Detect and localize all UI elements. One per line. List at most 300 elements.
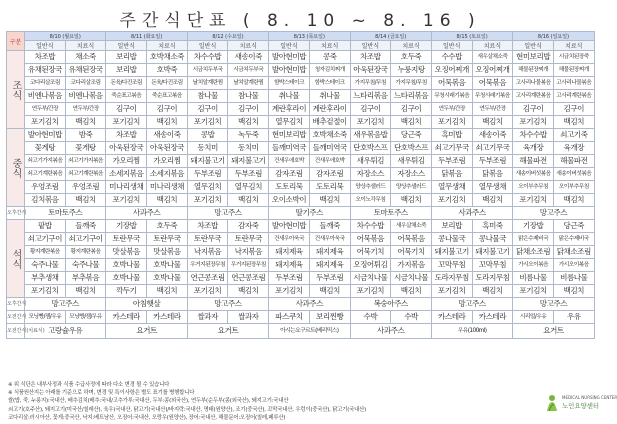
menu-item: 돼지불고기 <box>431 246 472 259</box>
snack-item: 파스쿠치 <box>269 311 310 324</box>
dessert-item: 아시는요구르트(베리믹스) <box>269 324 350 339</box>
menu-item: 가시오이볶음 <box>553 259 594 272</box>
menu-item: 시금치나물 <box>350 272 391 285</box>
menu-item: 두부조림 <box>187 168 228 181</box>
menu-item: 백김치 <box>553 116 594 129</box>
menu-item: 해물파전 <box>553 155 594 168</box>
section-snack: 오후간식 <box>7 207 25 220</box>
day-header: 8/15 (토요일) <box>431 32 512 41</box>
menu-item: 흑미밥 <box>431 129 472 142</box>
menu-item: 미나리생채 <box>106 181 147 194</box>
snack-item: 망고주스 <box>513 207 594 220</box>
menu-item: 백김치 <box>472 194 513 207</box>
table-row <box>7 298 595 311</box>
menu-item: 자장소스 <box>350 168 391 181</box>
snack-item: 사과주스 <box>431 207 512 220</box>
menu-item: 발아현미밥 <box>269 51 310 64</box>
menu-item: 새우살채소죽 <box>472 51 513 64</box>
menu-item: 새송이버섯볶음 <box>553 168 594 181</box>
menu-item: 부추생채 <box>25 272 66 285</box>
table-row <box>7 285 595 298</box>
menu-item: 포기김치 <box>269 285 310 298</box>
menu-item: 도토리묵 <box>309 181 350 194</box>
menu-item: 건새우애호박 <box>269 155 310 168</box>
snack-item: 수박 <box>350 311 391 324</box>
menu-item: 취나물 <box>309 90 350 103</box>
menu-item: 현미보리밥 <box>269 129 310 142</box>
menu-item: 기장밥 <box>513 220 554 233</box>
menu-item: 새우살채소죽 <box>391 220 432 233</box>
menu-item: 돼지제육 <box>269 246 310 259</box>
snack-item: 카스테라 <box>472 311 513 324</box>
dessert-item: 사과주스 <box>350 324 431 339</box>
day-header: 8/16 (일요일) <box>513 32 594 41</box>
menu-item: 새우튀김 <box>350 155 391 168</box>
table-row <box>7 142 595 155</box>
table-row <box>7 64 595 77</box>
menu-item: 백김치 <box>228 116 269 129</box>
menu-item: 돈육/다진조림 <box>147 77 188 90</box>
menu-item: 함박스테이크 <box>309 77 350 90</box>
menu-item: 콩밥 <box>187 129 228 142</box>
snack-item: 수박 <box>391 311 432 324</box>
menu-item: 돼지제육 <box>309 259 350 272</box>
menu-item: 아욱된장국 <box>350 64 391 77</box>
menu-item: 가시오이볶음 <box>513 259 554 272</box>
menu-item: 숙주나물 <box>65 259 106 272</box>
table-row <box>7 246 595 259</box>
menu-item: 연두부/간장 <box>25 103 66 116</box>
dessert-item: 고랑슐우유 <box>25 324 106 339</box>
menu-item: 차수수밥 <box>350 220 391 233</box>
menu-item: 가지무침/무침 <box>391 77 432 90</box>
menu-item: 양상추샐러드 <box>391 181 432 194</box>
menu-item: 닭채소조림 <box>513 246 554 259</box>
menu-item: 당근죽 <box>553 220 594 233</box>
menu-item: 오징어튀김 <box>350 259 391 272</box>
menu-item: 김구이 <box>350 103 391 116</box>
menu-item: 쇠고기계란볶음 <box>65 168 106 181</box>
dessert-item: 요거트 <box>513 324 594 339</box>
menu-item: 백김치 <box>65 285 106 298</box>
menu-item: 차조밥 <box>350 51 391 64</box>
menu-item: 해물된장찌개 <box>553 64 594 77</box>
menu-item: 호박나물 <box>106 272 147 285</box>
menu-item: 꽃게탕 <box>65 142 106 155</box>
diet-therapy-header: 치료식 <box>228 41 269 51</box>
menu-item: 토란무국 <box>147 233 188 246</box>
diet-therapy-header: 치료식 <box>147 41 188 51</box>
menu-item: 오이소박이 <box>269 194 310 207</box>
menu-item: 감자조림 <box>309 168 350 181</box>
snack-item: 쌀과자 <box>228 311 269 324</box>
menu-item: 새송이죽 <box>147 129 188 142</box>
menu-item: 발아현미밥 <box>25 129 66 142</box>
menu-item: 돼지제육 <box>269 259 310 272</box>
table-row <box>7 272 595 285</box>
menu-item: 호두죽 <box>147 220 188 233</box>
table-row <box>7 41 595 51</box>
menu-item: 호박죽 <box>147 64 188 77</box>
menu-item: 오이노각무침 <box>350 194 391 207</box>
menu-item: 시금치된장죽 <box>553 51 594 64</box>
snack-item: 망고주스 <box>513 298 594 311</box>
menu-item: 포기김치 <box>350 285 391 298</box>
menu-item: 열무김치 <box>228 181 269 194</box>
diet-therapy-header: 치료식 <box>553 41 594 51</box>
menu-item: 단호박스프 <box>350 142 391 155</box>
menu-item: 죽순표고볶음 <box>147 90 188 103</box>
menu-item: 맑은수제비국 <box>513 233 554 246</box>
day-header: 8/12 (수요일) <box>187 32 268 41</box>
menu-item: 백김치 <box>228 194 269 207</box>
snack-item: 망고주스 <box>187 207 268 220</box>
menu-item: 토란무국 <box>228 233 269 246</box>
menu-item: 새송이죽 <box>472 129 513 142</box>
table-row <box>7 129 595 142</box>
menu-item: 가지무침/무침 <box>350 77 391 90</box>
menu-item: 무청시래기볶음 <box>472 90 513 103</box>
snack-item: 모닝빵/잼/우유 <box>25 311 66 324</box>
snack-item: 우유 <box>553 311 594 324</box>
menu-item: 감자죽 <box>228 220 269 233</box>
logo-name: 노인요양센터 <box>562 402 600 410</box>
table-row <box>7 259 595 272</box>
center-logo <box>545 392 617 414</box>
day-header: 8/14 (금요일) <box>350 32 431 41</box>
snack-item: 쌀과자 <box>187 311 228 324</box>
menu-item: 두부조림 <box>269 272 310 285</box>
menu-item: 낙지볶음 <box>187 246 228 259</box>
menu-item: 계란후라이 <box>309 103 350 116</box>
menu-item: 포기김치 <box>187 194 228 207</box>
snack-item: 시리얼/우유 <box>513 311 554 324</box>
menu-item: 소세지볶음 <box>147 168 188 181</box>
menu-item: 김구이 <box>391 103 432 116</box>
menu-item: 발아현미밥 <box>269 64 310 77</box>
menu-item: 연근콩조림 <box>187 272 228 285</box>
logo-subtitle: MEDICAL NURSING CENTER <box>562 395 617 400</box>
note-line: ※ 위 식단은 내부사정과 식품 수급사정에 따라 다소 변경 될 수 있습니다 <box>8 382 170 388</box>
menu-item: 백김치 <box>147 116 188 129</box>
menu-item: 함박스테이크 <box>269 77 310 90</box>
menu-item: 백김치 <box>309 285 350 298</box>
menu-item: 자장소스 <box>391 168 432 181</box>
menu-item: 시금치두부국 <box>228 64 269 77</box>
diet-general-header: 일반식 <box>350 41 391 51</box>
menu-item: 호박채소죽 <box>309 129 350 142</box>
dessert-item: 우유(100ml) <box>431 324 512 339</box>
menu-item: 미나리생채 <box>147 181 188 194</box>
snack-item: 보리찐빵 <box>309 311 350 324</box>
note-line: 코다리살:러시아산, 꽃게:중국산, 낙지:베트남산, 오징어:국내산, 오랑우(원양산), 장어:국내산, 해물문어:오징어(칠레,페루산) <box>8 414 286 421</box>
menu-item: 꽃게탕 <box>25 142 66 155</box>
menu-item: 들깨미역국 <box>309 142 350 155</box>
menu-item: 오징어찌개 <box>472 64 513 77</box>
menu-item: 포기김치 <box>431 285 472 298</box>
menu-item: 채소죽 <box>65 51 106 64</box>
menu-item: 열무김치 <box>187 181 228 194</box>
menu-item: 유채된장국 <box>25 64 66 77</box>
menu-item: 쇠고기죽 <box>553 129 594 142</box>
menu-item: 건새우아욱국 <box>309 233 350 246</box>
menu-item: 우거지된장무침 <box>228 259 269 272</box>
menu-item: 김구이 <box>553 103 594 116</box>
table-row <box>7 77 595 90</box>
menu-item: 코다리살조림 <box>25 77 66 90</box>
menu-item: 육개장 <box>513 142 554 155</box>
note-line: ※ 식품원산지는 아래를 기준으로 하며, 변경 및 특이사항은 별도 표기를 병행합니다 <box>8 390 195 397</box>
menu-item: 낙지볶음 <box>228 246 269 259</box>
dessert-item: 요거트 <box>106 324 187 339</box>
menu-item: 닭채소조림 <box>553 246 594 259</box>
menu-item: 김구이 <box>147 103 188 116</box>
menu-item: 호박나물 <box>106 259 147 272</box>
menu-item: 부추볶음 <box>65 272 106 285</box>
snack-item: 사과주스 <box>106 207 187 220</box>
snack-item: 모닝빵/잼/우유 <box>65 311 106 324</box>
menu-item: 날치알계란찜 <box>228 77 269 90</box>
menu-item: 배추겉절이 <box>309 116 350 129</box>
menu-item: 백김치 <box>472 285 513 298</box>
menu-item: 김치볶음 <box>25 194 66 207</box>
menu-item: 포기김치 <box>431 116 472 129</box>
menu-item: 황지계란볶음 <box>65 246 106 259</box>
menu-item: 보리밥 <box>106 64 147 77</box>
menu-item: 오이부추무침 <box>553 181 594 194</box>
menu-item: 두부조림 <box>472 155 513 168</box>
menu-item: 김구이 <box>187 103 228 116</box>
menu-item: 포기김치 <box>513 116 554 129</box>
menu-item: 들깨미역국 <box>269 142 310 155</box>
menu-item: 어묵기치 <box>350 246 391 259</box>
day-header: 8/11 (화요일) <box>106 32 187 41</box>
snack-item: 카스테라 <box>431 311 472 324</box>
menu-item: 쇠고기구이 <box>25 233 66 246</box>
snack-item: 망고주스 <box>25 298 106 311</box>
menu-item: 백김치 <box>309 194 350 207</box>
menu-item: 시금치두부국 <box>187 64 228 77</box>
menu-item: 코다리살조림 <box>65 77 106 90</box>
menu-item: 백김치 <box>147 285 188 298</box>
menu-item: 단호박스프 <box>391 142 432 155</box>
menu-item: 맑은수제비국 <box>553 233 594 246</box>
day-header: 8/10 (월요일) <box>25 32 106 41</box>
menu-item: 맛살볶음 <box>106 246 147 259</box>
menu-item: 건새우아욱국 <box>269 233 310 246</box>
menu-item: 육개장 <box>553 142 594 155</box>
menu-item: 새송이죽 <box>228 51 269 64</box>
menu-item: 가오리찜 <box>147 155 188 168</box>
diet-general-header: 일반식 <box>106 41 147 51</box>
menu-item: 가오리찜 <box>106 155 147 168</box>
snack-item: 망고주스 <box>431 298 512 311</box>
snack-item: 딸기주스 <box>269 207 350 220</box>
menu-item: 백김치 <box>391 285 432 298</box>
menu-item: 황지계란볶음 <box>25 246 66 259</box>
menu-item: 백김치 <box>472 116 513 129</box>
menu-item: 토란무국 <box>187 233 228 246</box>
diet-general-header: 일반식 <box>269 41 310 51</box>
menu-item: 차조밥 <box>25 51 66 64</box>
menu-item: 백김치 <box>553 194 594 207</box>
menu-item: 닭볶음 <box>431 168 472 181</box>
menu-item: 수수밥 <box>431 51 472 64</box>
menu-item: 두부조림 <box>431 155 472 168</box>
menu-item: 맛살볶음 <box>147 246 188 259</box>
menu-item: 쇠고기계란볶음 <box>25 168 66 181</box>
snack-item: 망고주스 <box>187 298 268 311</box>
menu-item: 유채된장국 <box>65 64 106 77</box>
menu-item: 김구이 <box>228 103 269 116</box>
menu-item: 당근죽 <box>391 129 432 142</box>
menu-item: 쇠고기구이 <box>65 233 106 246</box>
menu-item: 꼬막무침 <box>431 259 472 272</box>
menu-item: 발아현미밥 <box>269 220 310 233</box>
menu-item: 느타리볶음 <box>391 90 432 103</box>
menu-item: 누룽지탕 <box>391 64 432 77</box>
menu-item: 포기김치 <box>25 285 66 298</box>
menu-item: 해물된장찌개 <box>513 64 554 77</box>
menu-item: 어묵볶음 <box>350 233 391 246</box>
menu-item: 동치미 <box>187 142 228 155</box>
table-row <box>7 220 595 233</box>
snack-item: 토마토주스 <box>350 207 431 220</box>
menu-item: 두부조림 <box>309 272 350 285</box>
day-header: 8/13 (목요일) <box>269 32 350 41</box>
menu-item: 포기김치 <box>106 194 147 207</box>
menu-item: 청자김치찌개 <box>309 64 350 77</box>
menu-item: 백김치 <box>553 285 594 298</box>
section-dinner: 석식 <box>7 220 25 298</box>
menu-item: 비엔나볶음 <box>65 90 106 103</box>
menu-item: 도라지무침 <box>472 272 513 285</box>
section-dinner_snack: 오후간식 <box>7 298 25 311</box>
snack-item: 카스테라 <box>147 311 188 324</box>
menu-item: 백김치 <box>228 285 269 298</box>
menu-item: 차수수밥 <box>187 51 228 64</box>
menu-item: 호박나물 <box>147 259 188 272</box>
menu-item: 들깨죽 <box>309 220 350 233</box>
table-row <box>7 194 595 207</box>
diet-general-header: 일반식 <box>513 41 554 51</box>
menu-item: 포기김치 <box>513 194 554 207</box>
menu-item: 연두부/간장 <box>472 103 513 116</box>
menu-item: 어묵볶음 <box>431 77 472 90</box>
menu-item: 콩나물국 <box>431 233 472 246</box>
menu-item: 취나물 <box>269 90 310 103</box>
table-row <box>7 311 595 324</box>
menu-item: 김구이 <box>106 103 147 116</box>
menu-item: 포기김치 <box>350 116 391 129</box>
menu-item: 열무생채 <box>472 181 513 194</box>
menu-item: 죽순표고볶음 <box>106 90 147 103</box>
menu-item: 흑미죽 <box>472 220 513 233</box>
snack-item: 복숭아주스 <box>350 298 431 311</box>
menu-item: 어묵볶음 <box>472 77 513 90</box>
menu-item: 밤죽 <box>65 129 106 142</box>
header-gubun: 구분 <box>7 32 25 51</box>
menu-item: 시금치나물 <box>391 272 432 285</box>
menu-item: 보리밥 <box>106 51 147 64</box>
diet-therapy-header: 치료식 <box>309 41 350 51</box>
menu-item: 포기김치 <box>106 116 147 129</box>
table-row <box>7 155 595 168</box>
menu-item: 새송이버섯볶음 <box>513 168 554 181</box>
menu-item: 콩나물국 <box>472 233 513 246</box>
table-row <box>7 181 595 194</box>
menu-item: 쇠고기무국 <box>431 142 472 155</box>
menu-item: 오이부추무침 <box>513 181 554 194</box>
snack-item: 카스테라 <box>106 311 147 324</box>
menu-item: 우엉조림 <box>65 181 106 194</box>
diet-therapy-header: 치료식 <box>65 41 106 51</box>
menu-item: 가지볶음 <box>391 259 432 272</box>
menu-item: 비름나물 <box>513 272 554 285</box>
logo-mark-icon <box>545 394 559 412</box>
menu-item: 아욱된장국 <box>106 142 147 155</box>
menu-item: 포기김치 <box>187 116 228 129</box>
menu-item: 돈육/다진조림 <box>106 77 147 90</box>
menu-item: 차조밥 <box>187 220 228 233</box>
menu-item: 비엔나볶음 <box>25 90 66 103</box>
menu-item: 돼지불고기 <box>187 155 228 168</box>
table-row <box>7 103 595 116</box>
meal-table <box>6 31 595 339</box>
snack-item: 사과주스 <box>269 298 350 311</box>
table-row <box>7 324 595 339</box>
menu-item: 팥밥 <box>25 220 66 233</box>
menu-item: 소세지볶음 <box>106 168 147 181</box>
table-row <box>7 207 595 220</box>
menu-item: 참나물 <box>187 90 228 103</box>
menu-item: 호두죽 <box>391 51 432 64</box>
section-dessert: 오전간식(치료식) <box>7 324 25 339</box>
menu-item: 쇠고기가지볶음 <box>65 155 106 168</box>
menu-item: 김구이 <box>513 103 554 116</box>
menu-item: 콩죽 <box>309 51 350 64</box>
menu-item: 비름나물 <box>553 272 594 285</box>
diet-therapy-header: 치료식 <box>472 41 513 51</box>
menu-item: 도라지무침 <box>431 272 472 285</box>
table-row <box>7 233 595 246</box>
menu-item: 쇠고기무국 <box>472 142 513 155</box>
menu-item: 양상추샐러드 <box>350 181 391 194</box>
menu-item: 어묵볶음 <box>391 233 432 246</box>
menu-item: 보리밥 <box>431 220 472 233</box>
snack-item: 아침햇살 <box>106 298 187 311</box>
menu-item: 돼지불고기 <box>472 246 513 259</box>
menu-item: 우엉조림 <box>25 181 66 194</box>
menu-item: 백김치 <box>147 194 188 207</box>
diet-general-header: 일반식 <box>25 41 66 51</box>
menu-item: 건새우애호박 <box>309 155 350 168</box>
menu-item: 두부조림 <box>228 168 269 181</box>
table-row <box>7 116 595 129</box>
menu-item: 연두부/간장 <box>65 103 106 116</box>
menu-item: 차수수밥 <box>513 129 554 142</box>
note-line: 쌀(밥, 죽, 누룽지):국내산, 배추김치(배추:국내/고추가루:국내산, 두부:콩(외국산), 연두부(순두부(콩(외국산), 돼지고기:국내산 <box>8 398 289 405</box>
menu-item: 포기김치 <box>25 116 66 129</box>
menu-item: 도토리묵 <box>269 181 310 194</box>
menu-item: 감자조림 <box>269 168 310 181</box>
menu-item: 새우볶음밥 <box>350 129 391 142</box>
menu-item: 우거지된장무침 <box>187 259 228 272</box>
menu-item: 새우튀김 <box>391 155 432 168</box>
notes <box>8 381 528 422</box>
menu-item: 아욱된장국 <box>147 142 188 155</box>
menu-item: 포기김치 <box>513 285 554 298</box>
